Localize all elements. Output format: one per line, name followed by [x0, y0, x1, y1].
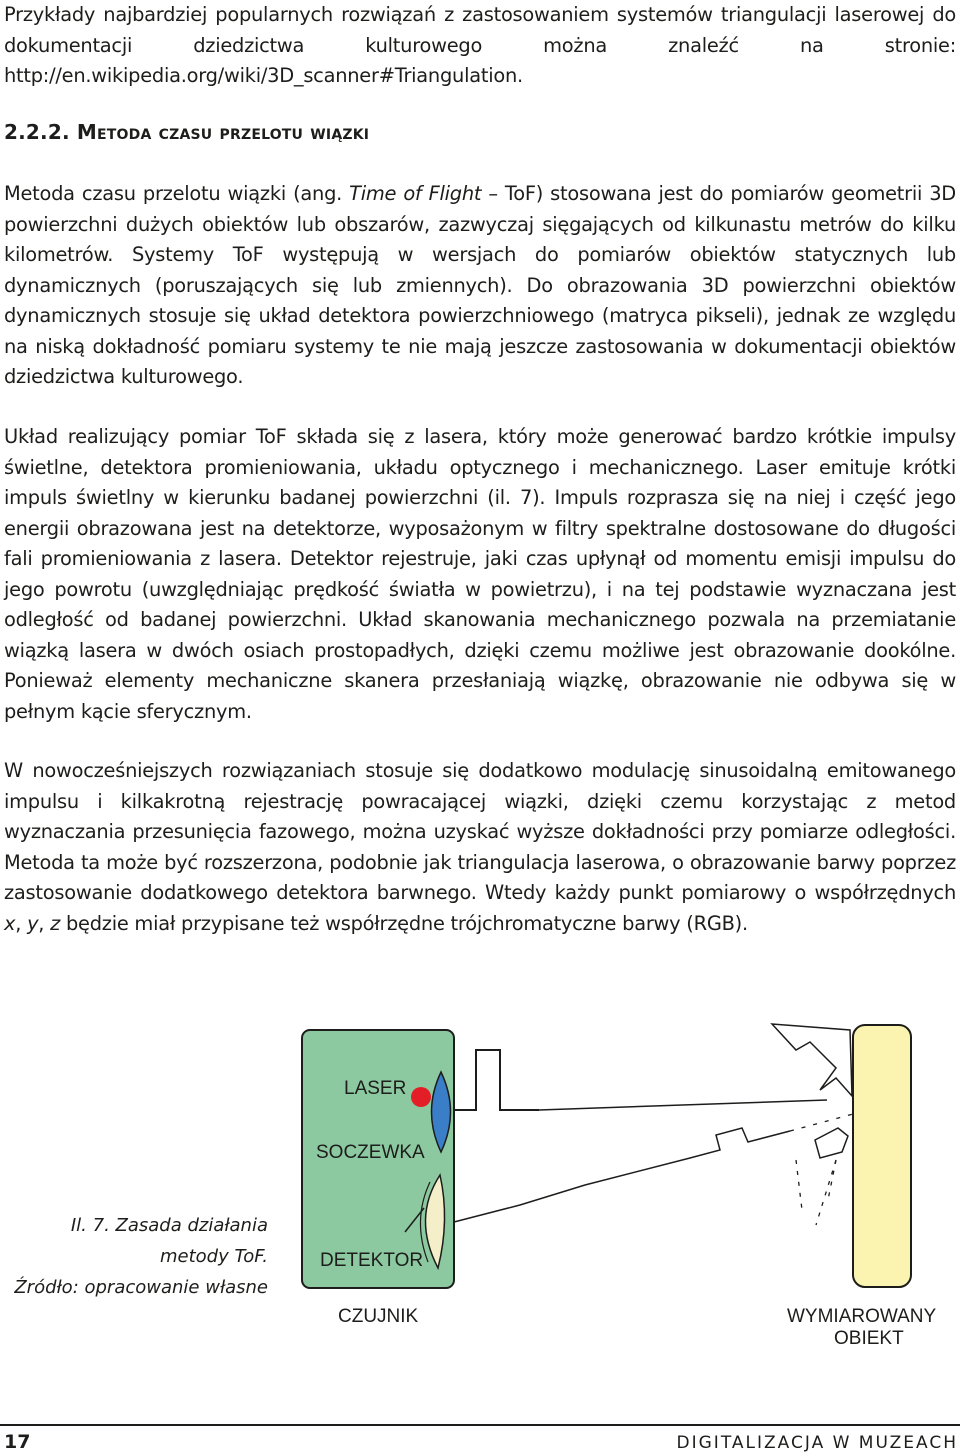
returning-beam-dashes [790, 1114, 853, 1131]
object-label-line-2: OBIEKT [834, 1328, 904, 1349]
object-label-line-1: WYMIAROWANY [787, 1306, 937, 1327]
p3-sep-1: , [15, 911, 28, 935]
footer-rule [0, 1424, 960, 1426]
intro-text: Przykłady najbardziej popularnych rozwiązań z zastosowaniem systemów triangulacji laserowej do dokumentacji dziedzictwa kulturowego można znaleźć na stronie: [4, 3, 956, 57]
coord-y: y [27, 911, 39, 935]
paragraph-3 [4, 756, 956, 939]
intro-paragraph [4, 0, 956, 92]
paragraph-2: Układ realizujący pomiar ToF składa się z lasera, który może generować bardzo krótkie impulsy świetlne, detektora promieniowania, układu optycznego i mechanicznego. Laser emituje krótki impuls świetlny w kierunku badanej powierzchni (il. 7). Impuls rozprasza się na niej i część jego energii obrazowana jest na detektorze, wyposażonym w filtry spektralne dostosowane do długości fali promieniowania z lasera. Detektor rejestruje, jaki czas upłynął od momentu emisji impulsu do jego powrotu (uwzględniając prędkość światła w powietrzu), i na tej podstawie wyznaczana jest odległość od badanej powierzchni. Układ skanowania mechanicznego pozwala na przemiatanie wiązką lasera w dwóch osiach prostopadłych, dzięki czemu możliwe jest obrazowanie dookólne. Ponieważ elementy mechaniczne skanera przesłaniają wiązkę, obrazowanie nie odbywa się w pełnym kącie sferycznym. [4, 425, 956, 723]
scatter-line-2 [816, 1160, 836, 1225]
section-title: Metoda czasu przelotu wiązki [76, 120, 370, 144]
tof-diagram [0, 1010, 960, 1360]
measured-object [853, 1025, 911, 1287]
caption-line-2: metody ToF. [159, 1246, 268, 1267]
section-number: 2.2.2. [4, 120, 70, 144]
sensor-label: CZUJNIK [338, 1306, 419, 1327]
p3-part-b: będzie miał przypisane też współrzędne trójchromatyczne barwy (RGB). [60, 911, 748, 935]
lens-label: SOCZEWKA [316, 1142, 425, 1163]
p1-lead: Metoda czasu przelotu wiązki (ang. [4, 182, 350, 205]
wikipedia-link[interactable]: http://en.wikipedia.org/wiki/3D_scanner#Triangulation [4, 64, 517, 87]
intro-period: . [517, 64, 523, 87]
p3-sep-2: , [38, 911, 51, 935]
detector-label: DETEKTOR [320, 1250, 424, 1271]
page-number: 17 [4, 1431, 31, 1453]
coord-x: x [4, 911, 16, 935]
p1-term: Time of Flight [349, 182, 482, 205]
section-heading [4, 117, 369, 147]
caption-line-1: Il. 7. Zasada działania [70, 1215, 268, 1236]
scatter-line-1 [796, 1160, 802, 1210]
laser-label: LASER [344, 1078, 407, 1099]
coord-z: z [50, 911, 61, 935]
p1-rest: – ToF) stosowana jest do pomiarów geometrii 3D powierzchni dużych obiektów lub obszarów, zazwyczaj sięgających od kilkunastu metrów do kilku kilometrów. Systemy ToF występują w wersjach do pomiarów obiektów statycznych lub dynamicznych (poruszających się lub zmiennych). Do obrazowania 3D powierzchni obiektów dynamicznych stosuje się układ detektora powierzchniowego (matryca pikseli), jednak ze względu na niską dokładność pomiaru systemy te nie mają jeszcze zastosowania w dokumentacji obiektów dziedzictwa kulturowego. [4, 182, 956, 388]
scattered-pulse-return [815, 1128, 848, 1158]
emitted-beam [539, 1100, 827, 1110]
caption-line-3: Źródło: opracowanie własne [14, 1277, 268, 1298]
p3-part-a: W nowocześniejszych rozwiązaniach stosuje się dodatkowo modulację sinusoidalną emitowanego impulsu i kilkakrotną rejestrację powracającej wiązki, dzięki czemu korzystając z metod wyznaczania przesunięcia fazowego, można uzyskać wyższe dokładności przy pomiarze odległości. Metoda ta może być rozszerzona, podobnie jak triangulacja laserowa, o obrazowanie barwy poprzez zastosowanie dodatkowego detektora barwnego. Wtedy każdy punkt pomiarowy o współrzędnych [4, 759, 956, 904]
scattered-pulse-shape [772, 1024, 852, 1096]
running-title: DIGITALIZACJA W MUZEACH [676, 1433, 958, 1453]
scatter-line-3 [828, 1160, 836, 1200]
emitted-pulse [454, 1050, 539, 1110]
laser-dot-icon [411, 1087, 431, 1107]
paragraph-1 [4, 179, 956, 393]
returning-pulse [454, 1128, 790, 1222]
